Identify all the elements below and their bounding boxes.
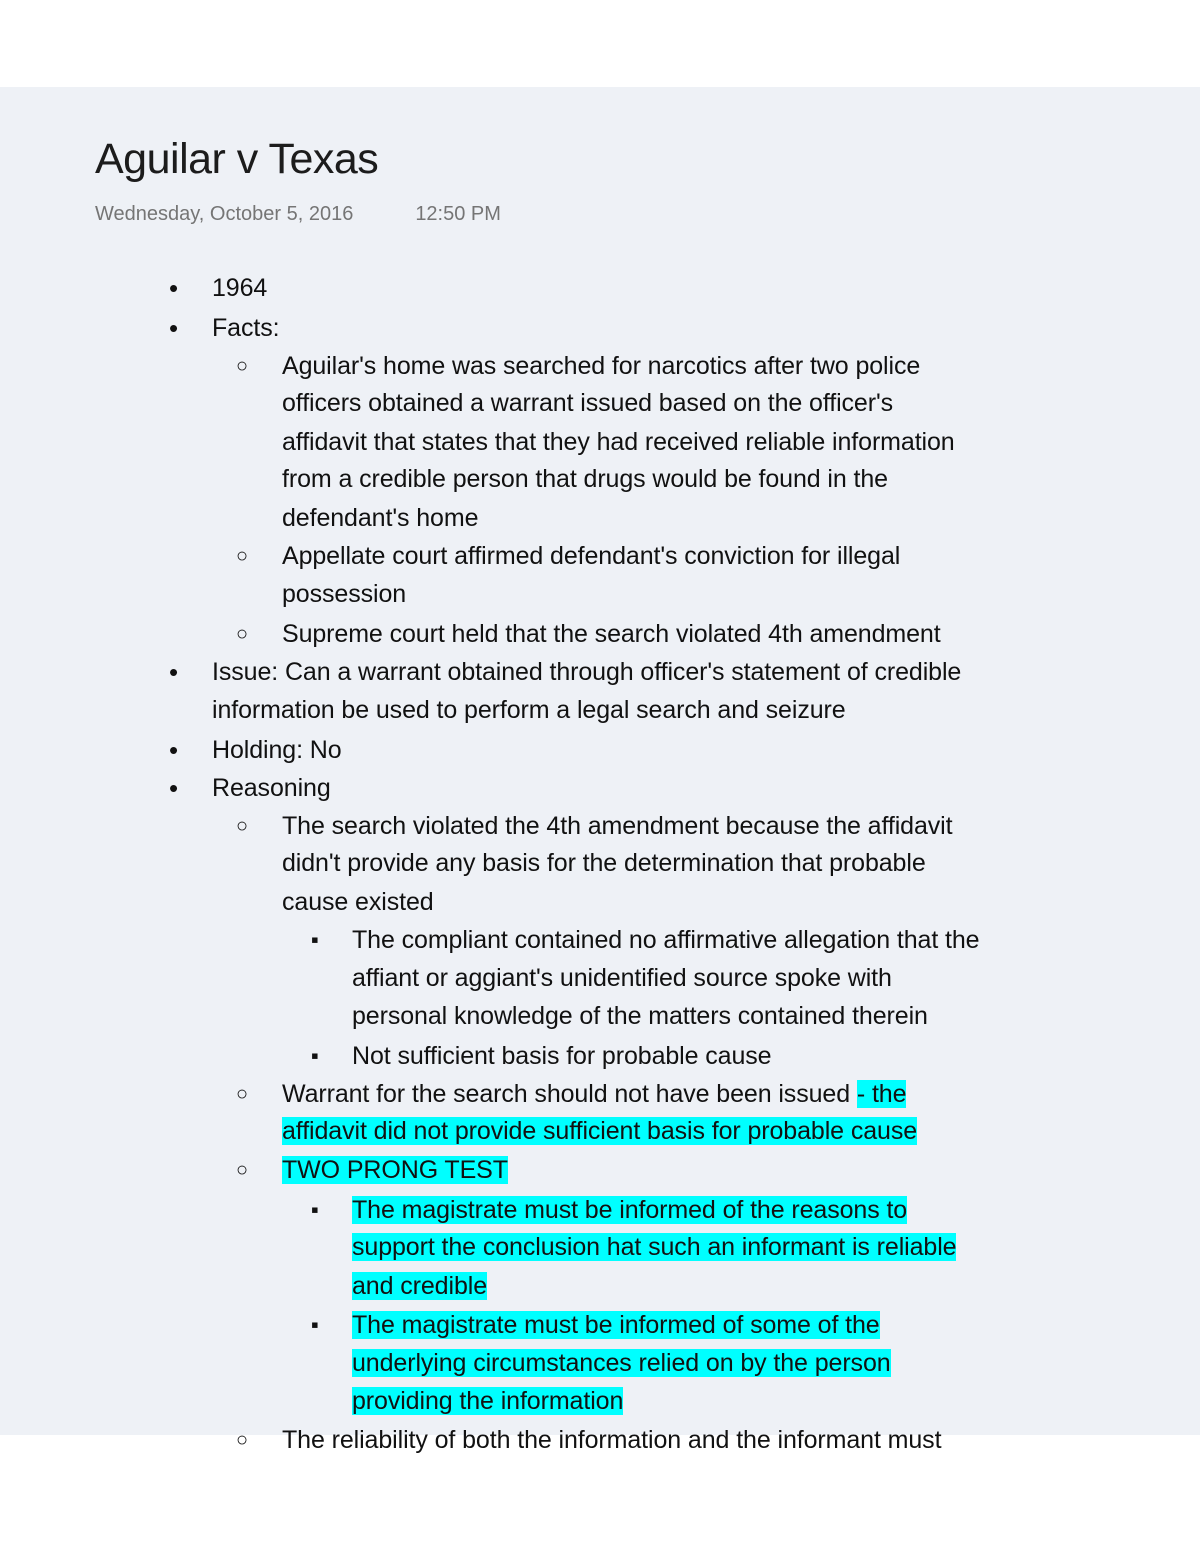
circle-bullet-icon [236, 1153, 248, 1187]
list-item-continuation [282, 1114, 917, 1148]
list-item-continuation: affiant or aggiant's unidentified source spoke with [352, 964, 892, 992]
list-item-continuation: cause existed [282, 888, 434, 916]
list-item: Aguilar's home was searched for narcotics after two police [282, 352, 921, 380]
list-item: Appellate court affirmed defendant's conviction for illegal [282, 542, 901, 570]
circle-bullet-icon [236, 349, 248, 383]
circle-bullet-icon [236, 539, 248, 573]
circle-bullet-icon [236, 617, 248, 651]
list-item-continuation [352, 1269, 487, 1303]
list-item: The search violated the 4th amendment because the affidavit [282, 812, 953, 840]
note-timestamp [95, 201, 501, 227]
list-item-continuation: personal knowledge of the matters contained therein [352, 1002, 928, 1030]
list-item-continuation: affidavit that states that they had received reliable information [282, 428, 955, 456]
list-item-continuation: officers obtained a warrant issued based on the officer's [282, 389, 894, 417]
note-time: 12:50 PM [415, 203, 501, 225]
note-page [0, 87, 1200, 1454]
list-item-cut-off: The reliability of both the information and the informant must [282, 1426, 942, 1454]
list-item [352, 1308, 880, 1342]
highlighted-text: providing the information [352, 1387, 624, 1415]
note-date: Wednesday, October 5, 2016 [95, 203, 354, 225]
highlighted-text: support the conclusion hat such an informant is reliable [352, 1233, 957, 1261]
list-item: Supreme court held that the search violated 4th amendment [282, 620, 941, 648]
list-item-continuation [352, 1230, 956, 1264]
list-item: Facts: [212, 314, 280, 342]
bullet-icon [169, 311, 178, 348]
bullet-icon [169, 655, 178, 692]
list-item-continuation: defendant's home [282, 504, 479, 532]
list-item-continuation: information be used to perform a legal search and seizure [212, 696, 846, 724]
list-item: Issue: Can a warrant obtained through officer's statement of credible [212, 658, 962, 686]
square-bullet-icon [311, 1193, 319, 1228]
bullet-icon [169, 771, 178, 808]
list-item [282, 1077, 906, 1111]
list-item: Reasoning [212, 774, 331, 802]
square-bullet-icon [311, 923, 319, 958]
highlighted-text: The magistrate must be informed of some of the [352, 1311, 880, 1339]
circle-bullet-icon [236, 809, 248, 843]
list-item: The compliant contained no affirmative allegation that the [352, 926, 980, 954]
list-item: 1964 [212, 274, 268, 302]
highlighted-text: and credible [352, 1272, 488, 1300]
highlighted-text: - the [856, 1080, 907, 1108]
highlighted-text: TWO PRONG TEST [282, 1156, 508, 1184]
list-item [282, 1153, 508, 1187]
list-item-continuation: possession [282, 580, 407, 608]
circle-bullet-icon [236, 1423, 248, 1457]
bullet-icon [169, 271, 178, 308]
bullet-icon [169, 733, 178, 770]
list-item: Holding: No [212, 736, 342, 764]
highlighted-text: underlying circumstances relied on by the person [352, 1349, 891, 1377]
square-bullet-icon [311, 1308, 319, 1343]
list-item [352, 1193, 907, 1227]
list-item-continuation: didn't provide any basis for the determination that probable [282, 849, 926, 877]
circle-bullet-icon [236, 1077, 248, 1111]
list-item-continuation [352, 1384, 623, 1418]
highlighted-text: The magistrate must be informed of the reasons to [352, 1196, 908, 1224]
highlighted-text: affidavit did not provide sufficient basis for probable cause [282, 1117, 918, 1145]
list-item-continuation [352, 1346, 891, 1380]
square-bullet-icon [311, 1039, 319, 1074]
list-item-continuation: from a credible person that drugs would be found in the [282, 465, 888, 493]
list-item: Not sufficient basis for probable cause [352, 1042, 772, 1070]
list-item-text: Warrant for the search should not have been issued [282, 1080, 857, 1108]
page-title: Aguilar v Texas [95, 135, 379, 183]
